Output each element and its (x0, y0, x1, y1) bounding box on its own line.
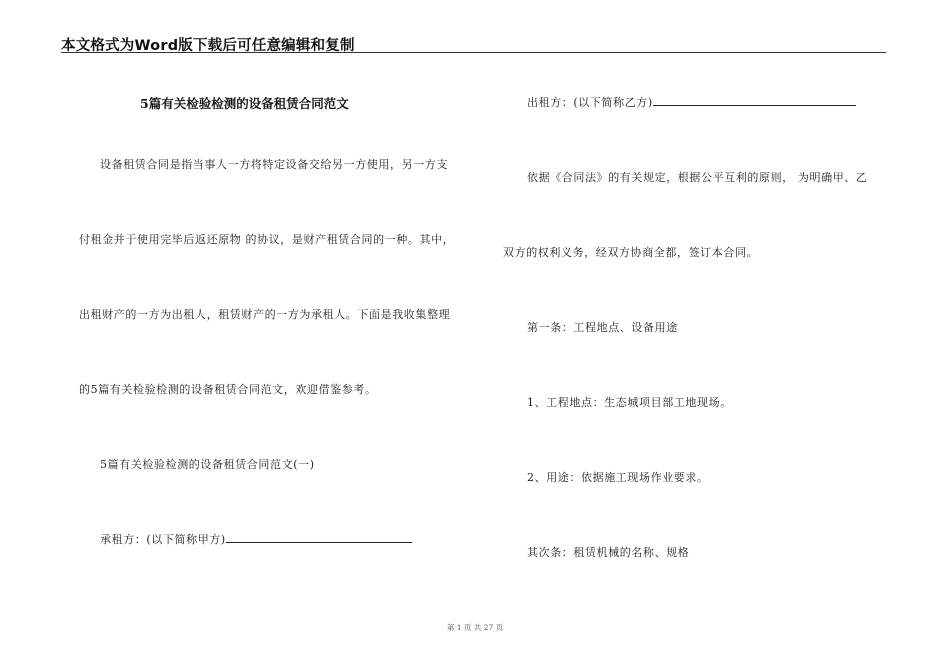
left-paragraph-line-1: 设备租赁合同是指当事人一方将特定设备交给另一方使用，另一方支 (100, 158, 448, 171)
header-divider (61, 52, 886, 53)
right-paragraph-line-2: 双方的权利义务，经双方协商全都，签订本合同。 (503, 246, 759, 259)
lessor-blank-underline (653, 95, 856, 106)
lessor-label: 出租方：(以下简称乙方) (527, 96, 653, 109)
section-heading-one: 5篇有关检验检测的设备租赁合同范文(一) (100, 458, 315, 471)
article-two-heading: 其次条：租赁机械的名称、规格 (527, 546, 690, 559)
left-paragraph-line-4: 的5篇有关检验检测的设备租赁合同范文，欢迎借鉴参考。 (79, 383, 377, 396)
lessor-line (527, 94, 856, 110)
right-paragraph-line-1: 依据《合同法》的有关规定，根据公平互利的原则， 为明确甲、乙 (527, 171, 868, 184)
article-one-heading: 第一条：工程地点、设备用途 (527, 321, 678, 334)
left-paragraph-line-3: 出租财产的一方为出租人，租赁财产的一方为承租人。下面是我收集整理 (79, 308, 451, 321)
lessee-label: 承租方：(以下简称甲方) (100, 533, 226, 546)
document-title: 5篇有关检验检测的设备租赁合同范文 (140, 96, 349, 111)
left-paragraph-line-2: 付租金并于使用完毕后返还原物 的协议，是财产租赁合同的一种。其中， (79, 233, 455, 246)
lessee-blank-underline (226, 532, 412, 543)
article-one-item-1: 1、工程地点：生态城项目部工地现场。 (527, 396, 732, 409)
article-one-item-2: 2、用途：依据施工现场作业要求。 (527, 471, 709, 484)
page-number-footer: 第 1 页 共 27 页 (446, 623, 504, 632)
document-header: 本文格式为Word版下载后可任意编辑和复制 (61, 38, 355, 54)
lessee-line (100, 531, 412, 547)
